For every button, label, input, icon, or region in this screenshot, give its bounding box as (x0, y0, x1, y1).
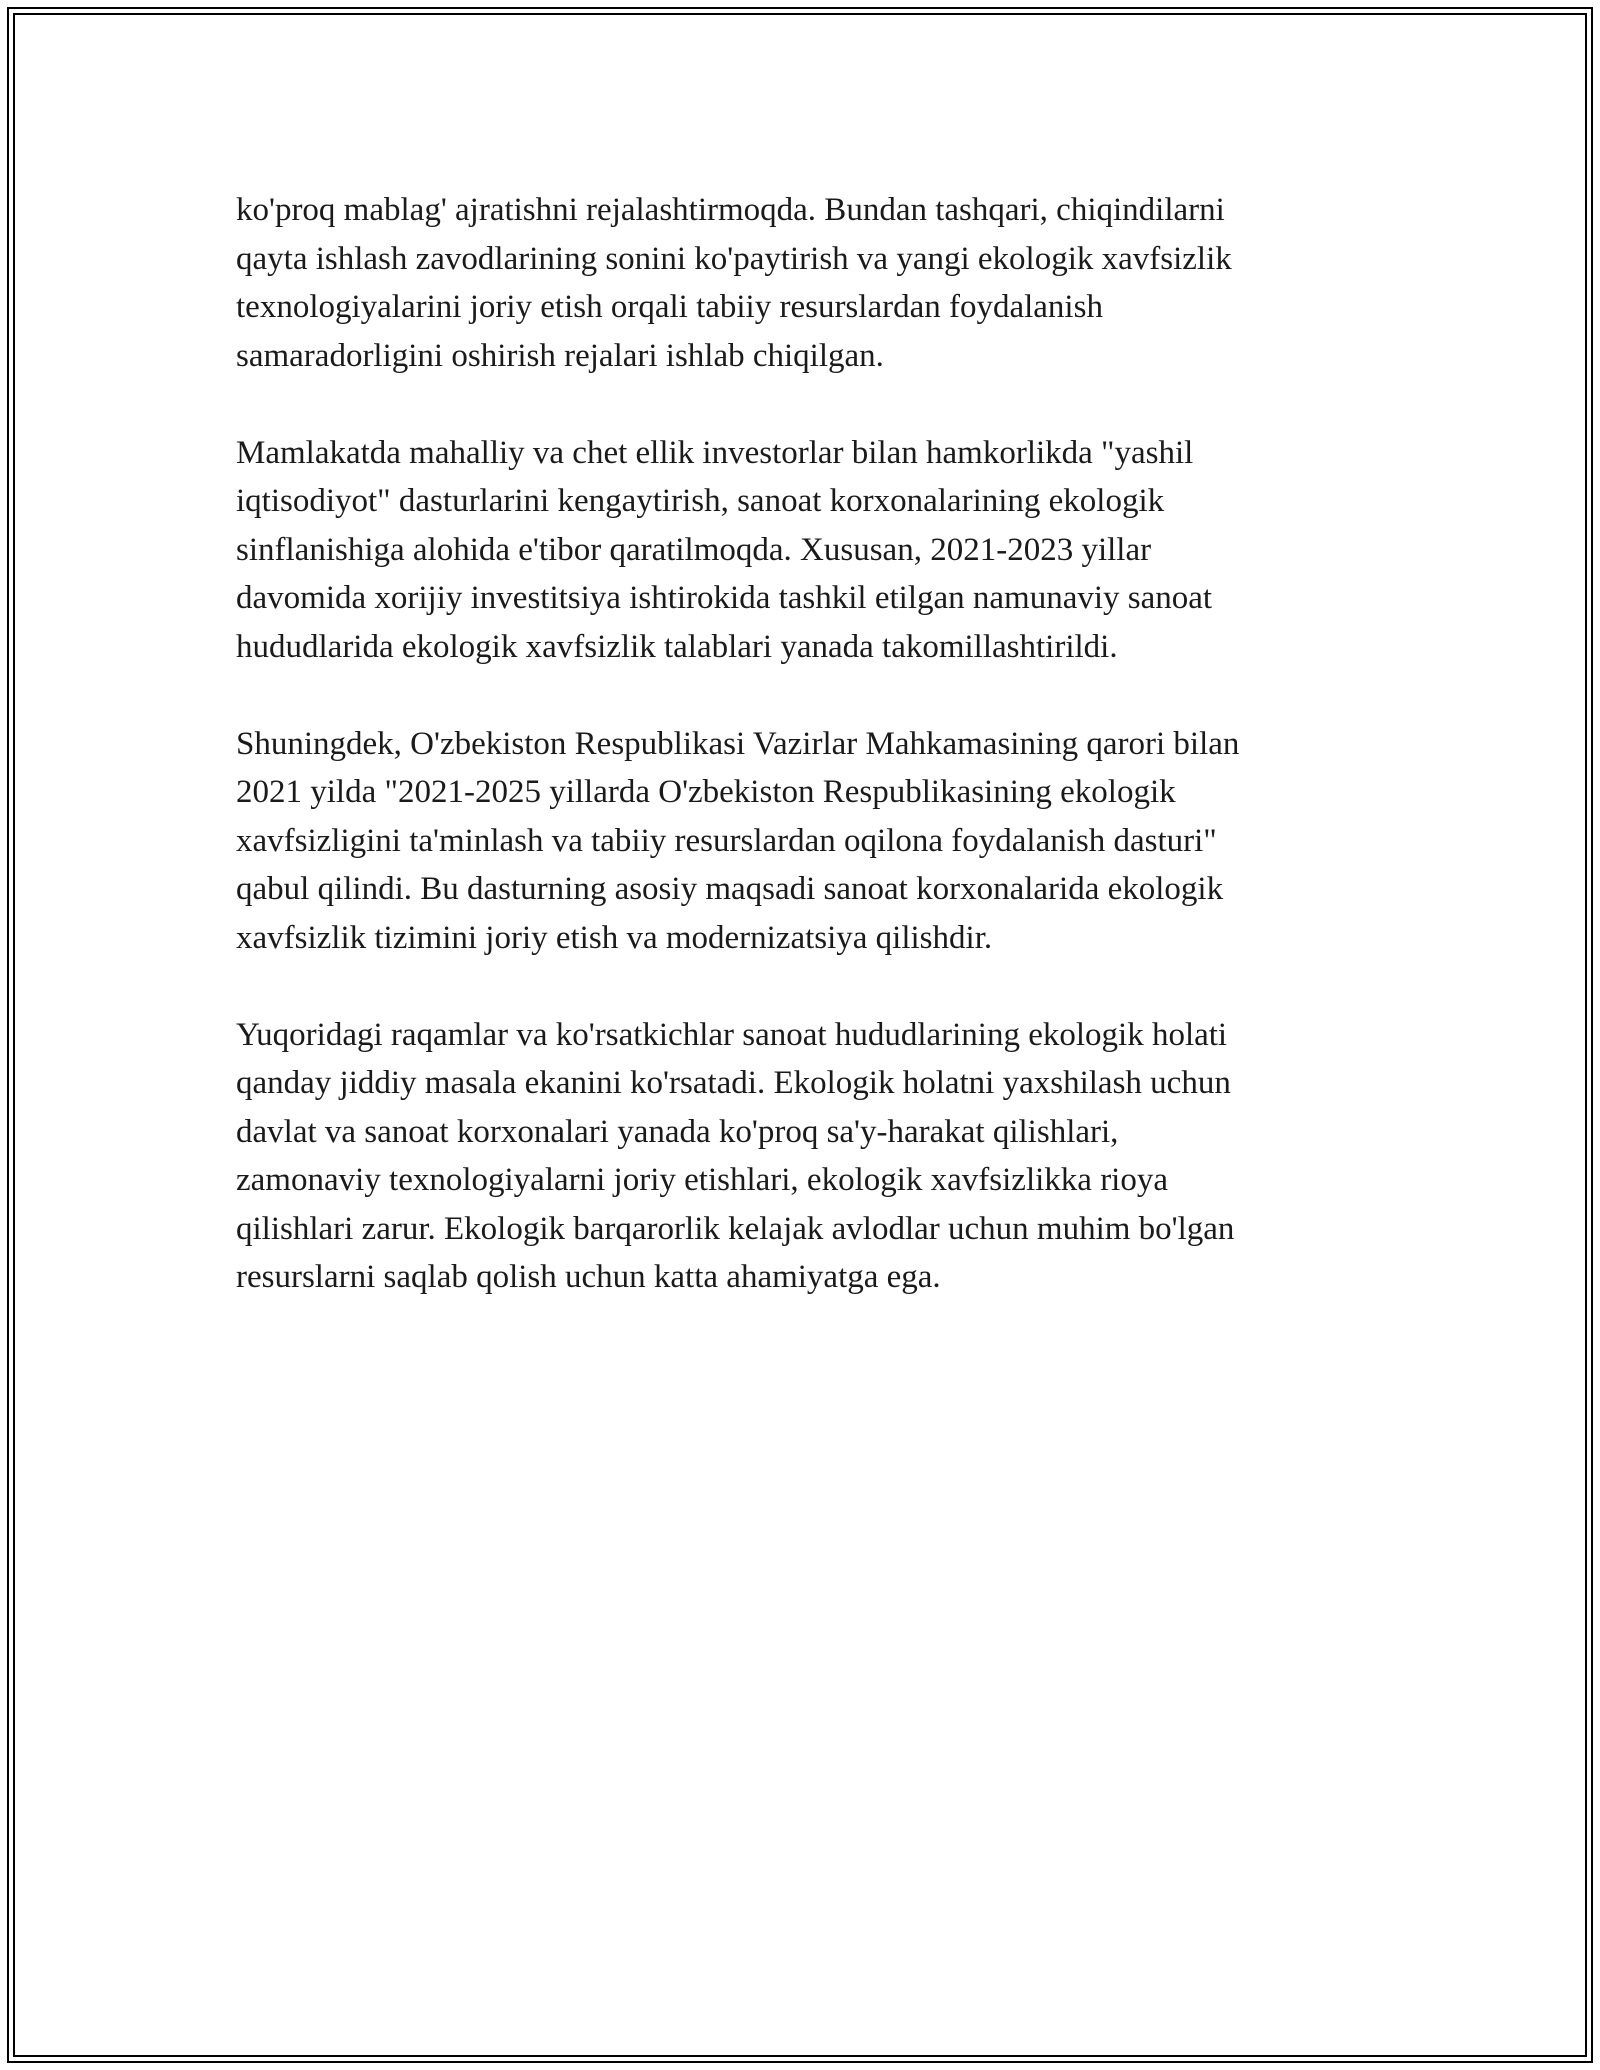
paragraph-3: Shuningdek, O'zbekiston Respublikasi Vazirlar Mahkamasining qarori bilan 2021 yilda "2021-2025 yillarda O'zbekiston Respublikasining ekologik xavfsizligini ta'minlash va tabiiy resurslardan oqilona foydalanish dasturi" qabul qilindi. Bu dasturning asosiy maqsadi sanoat korxonalarida ekologik xavfsizlik tizimini joriy etish va modernizatsiya qilishdir. (236, 725, 1240, 956)
paragraph-2: Mamlakatda mahalliy va chet ellik investorlar bilan hamkorlikda "yashil iqtisodiyot" dasturlarini kengaytirish, sanoat korxonalarining ekologik sinflanishiga alohida e'tibor qaratilmoqda. Xususan, 2021-2023 yillar davomida xorijiy investitsiya ishtirokida tashkil etilgan namunaviy sanoat hududlarida ekologik xavfsizlik talablari yanada takomillashtirildi. (236, 434, 1213, 665)
document-body (236, 186, 1396, 1350)
paragraph-1: ko'proq mablag' ajratishni rejalashtirmoqda. Bundan tashqari, chiqindilarni qayta ishlash zavodlarining sonini ko'paytirish va yangi ekologik xavfsizlik texnologiyalarini joriy etish orqali tabiiy resurslardan foydalanish samaradorligini oshirish rejalari ishlab chiqilgan. (236, 192, 1232, 374)
paragraph-4: Yuqoridagi raqamlar va ko'rsatkichlar sanoat hududlarining ekologik holati qanday jiddiy masala ekanini ko'rsatadi. Ekologik holatni yaxshilash uchun davlat va sanoat korxonalari yanada ko'proq sa'y-harakat qilishlari, zamonaviy texnologiyalarni joriy etishlari, ekologik xavfsizlikka rioya qilishlari zarur. Ekologik barqarorlik kelajak avlodlar uchun muhim bo'lgan resurslarni saqlab qolish uchun katta ahamiyatga ega. (236, 1016, 1235, 1295)
